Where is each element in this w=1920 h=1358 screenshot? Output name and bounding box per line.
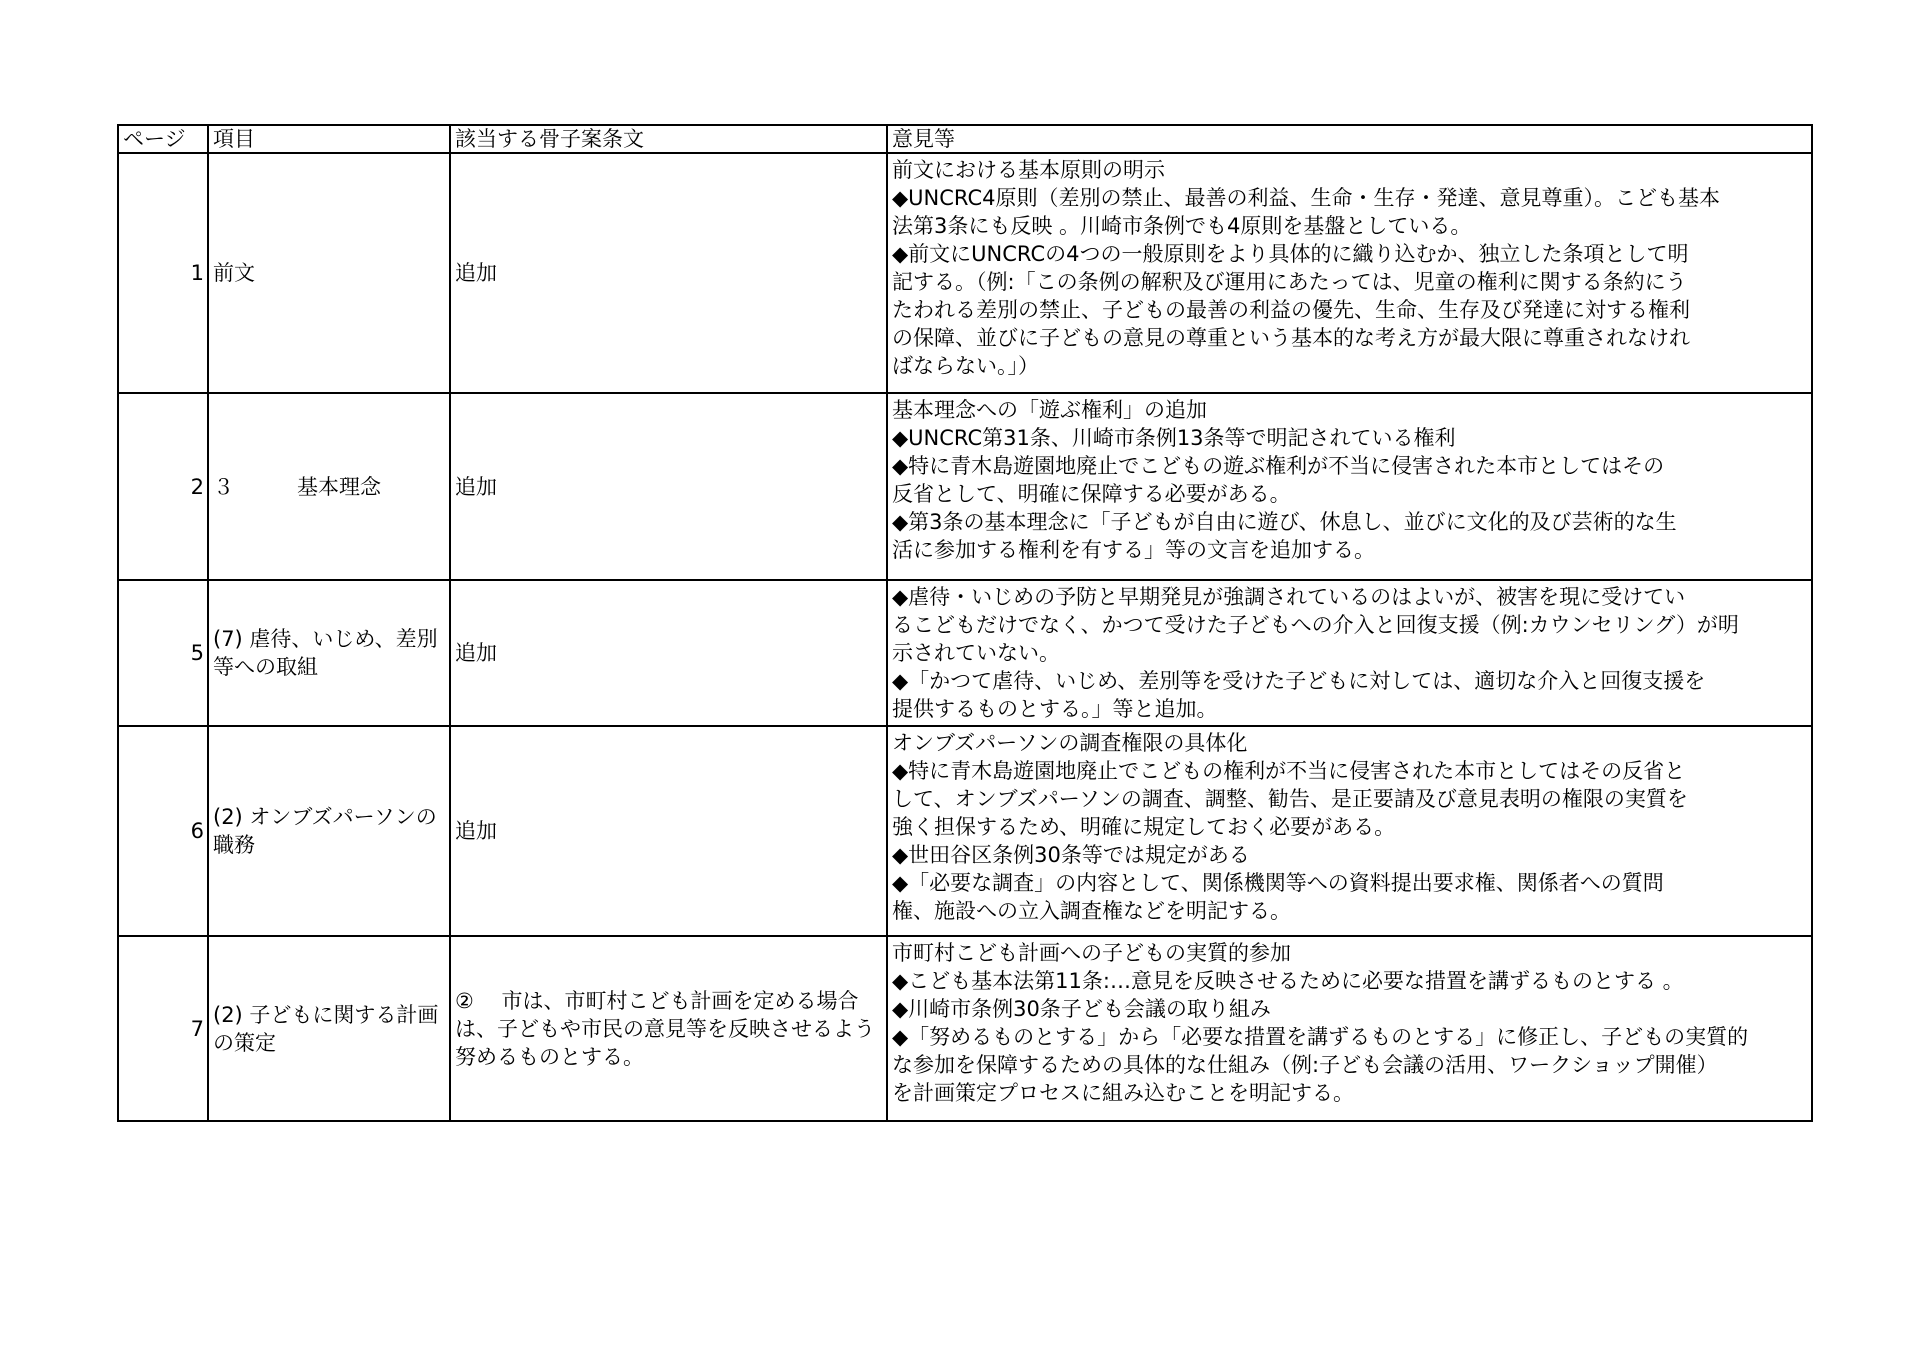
row-item-text: ３ 基本理念 [213,474,381,499]
row-item [208,936,450,1121]
row-item-text: 前文 [213,261,255,285]
comment-line: 示されていない。 [892,641,1060,665]
comment-line: 活に参加する権利を有する」等の文言を追加する。 [892,538,1375,562]
row-clause-text: 追加 [455,641,497,665]
row-item-text: (7) 虐待、いじめ、差別等への取組 [213,627,438,679]
row-clause-text: ② 市は、市町村こども計画を定める場合は、子どもや市民の意見等を反映させるよう努めるものとする。 [455,988,875,1069]
comment-line: ◆虐待・いじめの予防と早期発見が強調されているのはよいが、被害を現に受けてい [892,585,1686,609]
header-clause: 該当する骨子案条文 [450,125,887,153]
row-clause [450,153,887,393]
row-page-number: 6 [118,726,208,936]
row-page-number: 2 [118,393,208,580]
row-clause-text: 追加 [455,474,497,499]
row-clause [450,936,887,1121]
comment-line: ◆第3条の基本理念に「子どもが自由に遊び、休息し、並びに文化的及び芸術的な生 [892,510,1677,534]
comment-line: ◆UNCRC第31条、川崎市条例13条等で明記されている権利 [892,426,1456,450]
table-row [118,726,1812,936]
row-comment [887,153,1812,393]
table-header-row [118,125,1812,153]
comment-line: を計画策定プロセスに組み込むことを明記する。 [892,1081,1354,1105]
row-comment [887,936,1812,1121]
row-comment [887,580,1812,726]
comment-line: ◆特に青木島遊園地廃止でこどもの遊ぶ権利が不当に侵害された本市としてはその [892,454,1665,478]
comment-line: 反省として、明確に保障する必要がある。 [892,482,1291,506]
comment-line: オンブズパーソンの調査権限の具体化 [892,731,1248,755]
comment-line: 市町村こども計画への子どもの実質的参加 [892,941,1291,965]
comment-line: ◆UNCRC4原則（差別の禁止、最善の利益、生命・生存・発達、意見尊重）。こども基本 [892,186,1720,210]
row-item [208,393,450,580]
comment-line: ◆「必要な調査」の内容として、関係機関等への資料提出要求権、関係者への質問 [892,871,1664,895]
table-row [118,580,1812,726]
row-page-number: 7 [118,936,208,1121]
header-page: ページ [118,125,208,153]
comment-line: 提供するものとする。」等と追加。 [892,697,1218,721]
comment-line: ばならない。」） [892,354,1039,378]
row-item-text: (2) オンブズパーソンの職務 [213,805,437,857]
row-comment [887,726,1812,936]
comment-line: 前文における基本原則の明示 [892,158,1165,182]
table-row [118,936,1812,1121]
comment-line: 記する。（例:「この条例の解釈及び運用にあたっては、児童の権利に関する条約にう [892,270,1687,294]
header-item: 項目 [208,125,450,153]
comment-line: たわれる差別の禁止、子どもの最善の利益の優先、生命、生存及び発達に対する権利 [892,298,1690,322]
row-item [208,726,450,936]
header-comment: 意見等 [887,125,1812,153]
comment-line: 強く担保するため、明確に規定しておく必要がある。 [892,815,1396,839]
comment-line: の保障、並びに子どもの意見の尊重という基本的な考え方が最大限に尊重されなけれ [892,326,1690,350]
row-clause-text: 追加 [455,261,497,285]
row-clause [450,726,887,936]
comment-line: ◆こども基本法第11条:…意見を反映させるために必要な措置を講ずるものとする 。 [892,969,1684,993]
row-item [208,153,450,393]
row-clause [450,393,887,580]
comment-line: ◆川崎市条例30条子ども会議の取り組み [892,997,1271,1021]
comment-line: ◆「努めるものとする」から「必要な措置を講ずるものとする」に修正し、子どもの実質的 [892,1025,1749,1049]
row-comment [887,393,1812,580]
comment-line: して、オンブズパーソンの調査、調整、勧告、是正要請及び意見表明の権限の実質を [892,787,1688,811]
table-row [118,153,1812,393]
table-row [118,393,1812,580]
opinion-table [117,124,1813,1122]
row-page-number: 5 [118,580,208,726]
comment-line: 基本理念への「遊ぶ権利」の追加 [892,398,1207,422]
row-clause-text: 追加 [455,819,497,843]
row-clause [450,580,887,726]
row-item [208,580,450,726]
comment-line: 権、施設への立入調査権などを明記する。 [892,899,1291,923]
row-page-number: 1 [118,153,208,393]
comment-line: るこどもだけでなく、かつて受けた子どもへの介入と回復支援（例:カウンセリング）が明 [892,613,1739,637]
comment-line: ◆「かつて虐待、いじめ、差別等を受けた子どもに対しては、適切な介入と回復支援を [892,669,1706,693]
comment-line: 法第3条にも反映 。川崎市条例でも4原則を基盤としている。 [892,214,1472,238]
comment-line: な参加を保障するための具体的な仕組み（例:子ども会議の活用、ワークショップ開催） [892,1053,1718,1077]
comment-line: ◆前文にUNCRCの4つの一般原則をより具体的に織り込むか、独立した条項として明 [892,242,1689,266]
comment-line: ◆特に青木島遊園地廃止でこどもの権利が不当に侵害された本市としてはその反省と [892,759,1686,783]
row-item-text: (2) 子どもに関する計画の策定 [213,1002,439,1055]
comment-line: ◆世田谷区条例30条等では規定がある [892,843,1250,867]
